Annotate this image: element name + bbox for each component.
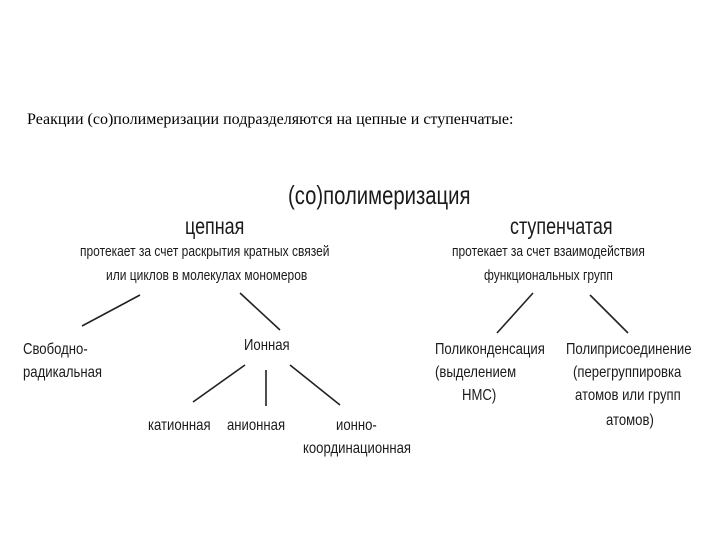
- ionic-node: Ионная: [244, 337, 290, 354]
- cationic-node: катионная: [148, 417, 211, 434]
- connector-step-to-polycondensation: [497, 293, 533, 333]
- intro-text: Реакции (со)полимеризации подразделяются на цепные и ступенчатые:: [27, 111, 514, 128]
- step-branch-title: ступенчатая: [510, 213, 613, 239]
- diagram-root-label: (со)полимеризация: [288, 180, 471, 210]
- step-note-line1: протекает за счет взаимодействия: [452, 243, 645, 260]
- polycondensation-line3: НМС): [462, 387, 497, 404]
- connector-step-to-polyaddition: [590, 295, 628, 333]
- free-radical-line2: радикальная: [23, 364, 103, 381]
- polycondensation-line1: Поликонденсация: [435, 341, 545, 358]
- polyaddition-line2: (перегруппировка: [573, 364, 682, 381]
- anionic-node: анионная: [227, 417, 286, 434]
- chain-note-line2: или циклов в молекулах мономеров: [106, 267, 308, 284]
- connector-chain-to-free-radical: [82, 295, 140, 326]
- connector-ionic-to-cationic: [193, 365, 245, 402]
- ion-coordination-line2: координационная: [303, 440, 412, 457]
- free-radical-line1: Свободно-: [23, 341, 88, 358]
- ion-coordination-line1: ионно-: [336, 417, 377, 434]
- chain-branch-title: цепная: [185, 213, 245, 239]
- polyaddition-line1: Полиприсоединение: [566, 341, 692, 358]
- connector-ionic-to-ion-coordination: [290, 365, 340, 405]
- step-note-line2: функциональных групп: [484, 267, 613, 284]
- chain-note-line1: протекает за счет раскрытия кратных связей: [80, 243, 330, 260]
- polyaddition-line3: атомов или групп: [575, 387, 681, 404]
- connector-chain-to-ionic: [240, 293, 280, 330]
- polyaddition-line4: атомов): [606, 412, 654, 429]
- polycondensation-line2: (выделением: [435, 364, 517, 381]
